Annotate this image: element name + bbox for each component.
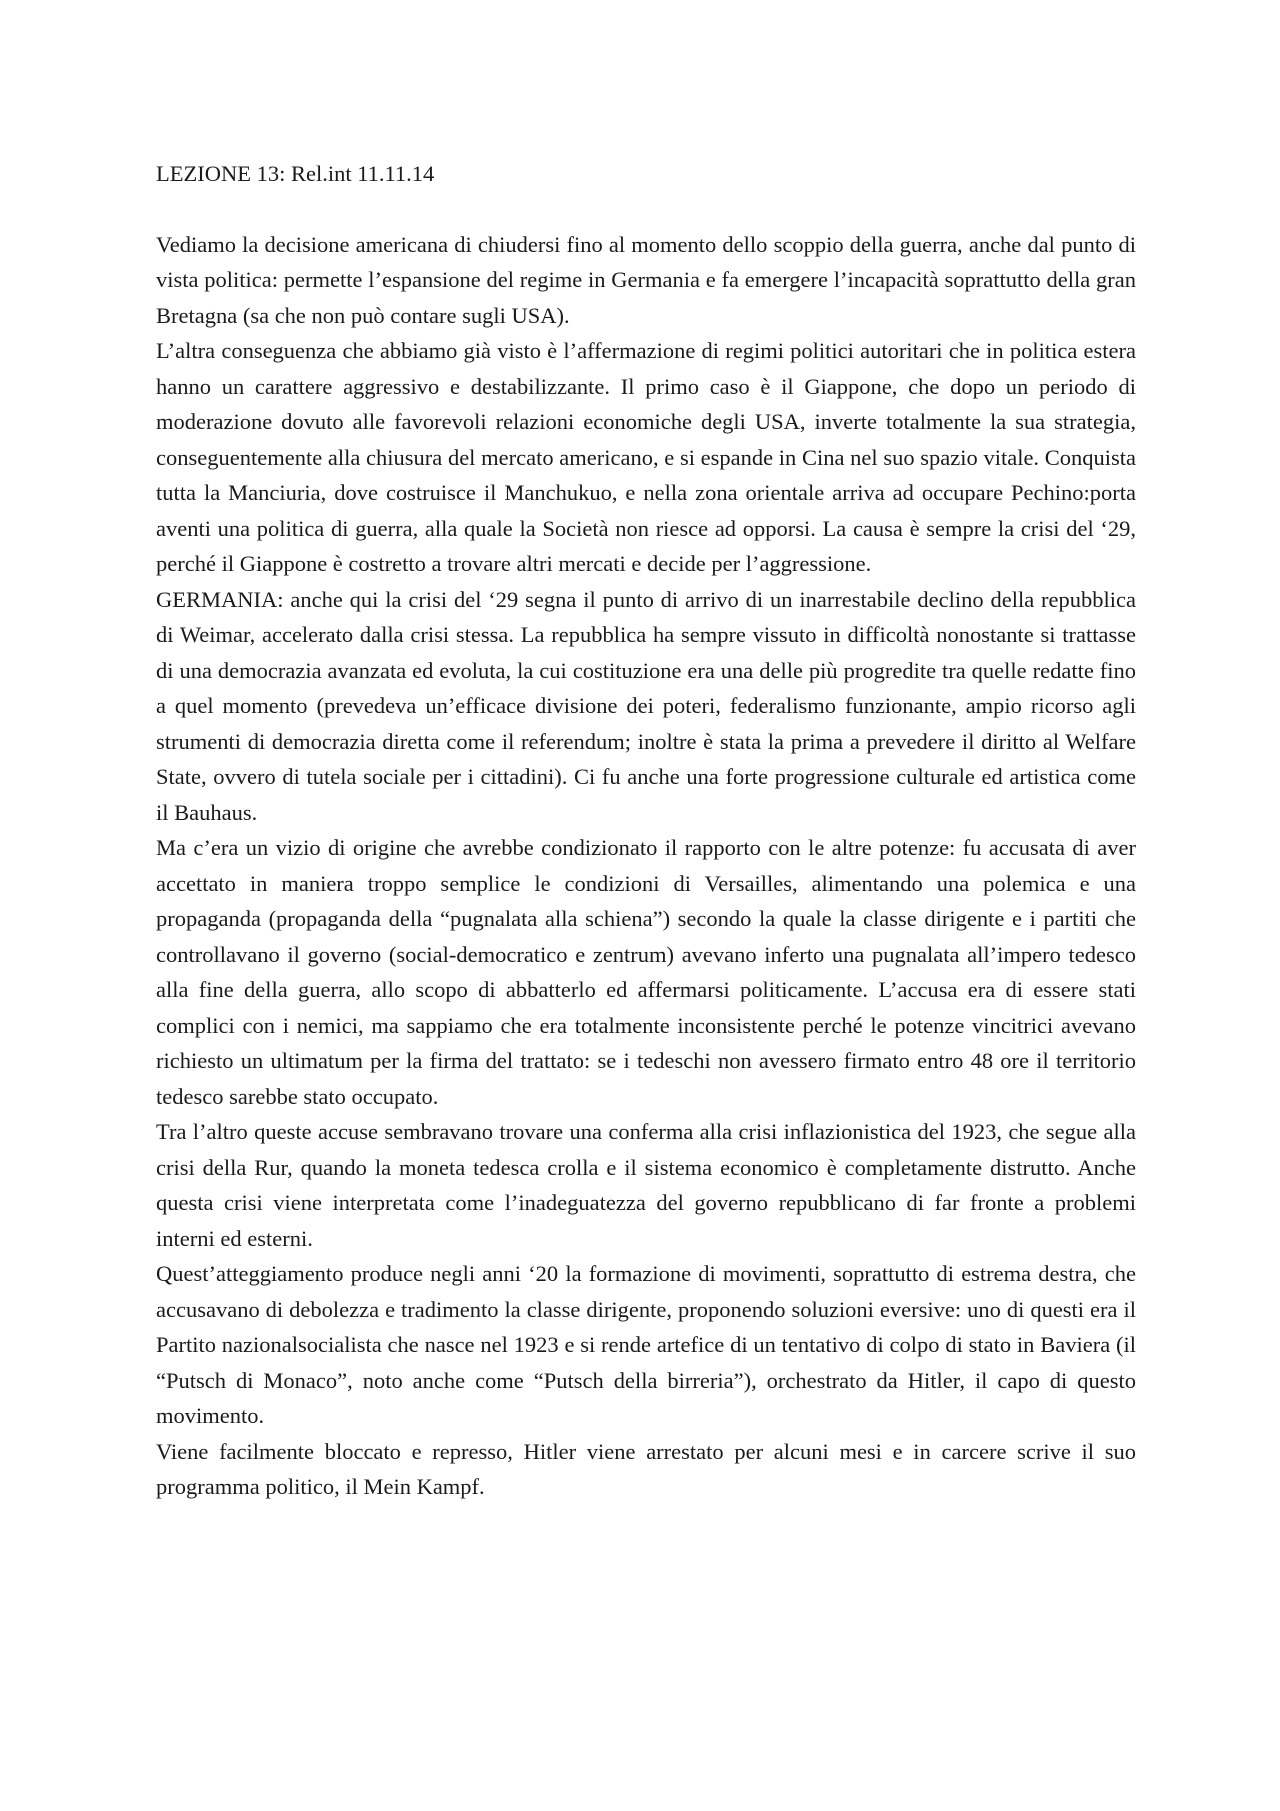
lesson-title: LEZIONE 13: Rel.int 11.11.14 xyxy=(156,161,435,186)
paragraph-mein-kampf: Viene facilmente bloccato e represso, Hitler viene arrestato per alcuni mesi e in carcere scrive il suo programma politico, il Mein Kampf. xyxy=(156,1438,1136,1499)
paragraph-versailles-propaganda: Ma c’era un vizio di origine che avrebbe condizionato il rapporto con le altre potenze: fu accusata di aver accettato in maniera troppo semplice le condizioni di Versailles, alimentando una polemica e una propaganda (propaganda della “pugnalata alla schiena”) secondo la quale la classe dirigente e i partiti che controllavano il governo (social-democratico e zentrum) avevano inferto una pugnalata all’impero tedesco alla fine della guerra, allo scopo di abbatterlo ed affermarsi politicamente. L’accusa era di essere stati complici con i nemici, ma sappiamo che era totalmente inconsistente perché le potenze vincitrici avevano richiesto un ultimatum per la firma del trattato: se i tedeschi non avessero firmato entro 48 ore il territorio tedesco sarebbe stato occupato. xyxy=(156,835,1136,1109)
paragraph-germany-weimar: GERMANIA: anche qui la crisi del ‘29 segna il punto di arrivo di un inarrestabile declino della repubblica di Weimar, accelerato dalla crisi stessa. La repubblica ha sempre vissuto in difficoltà nonostante si trattasse di una democrazia avanzata ed evoluta, la cui costituzione era una delle più progredite tra quelle redatte fino a quel momento (prevedeva un’efficace divisione dei poteri, federalismo funzionante, ampio ricorso agli strumenti di democrazia diretta come il referendum; inoltre è stata la prima a prevedere il diritto al Welfare State, ovvero di tutela sociale per i cittadini). Ci fu anche una forte progressione culturale ed artistica come il Bauhaus. xyxy=(156,586,1136,825)
paragraph-usa-isolation: Vediamo la decisione americana di chiudersi fino al momento dello scoppio della guerra, anche dal punto di vista politica: permette l’espansione del regime in Germania e fa emergere l’incapacità soprattutto della gran Bretagna (sa che non può contare sugli USA). xyxy=(156,231,1136,328)
paragraph-extreme-right-movements: Quest’atteggiamento produce negli anni ‘20 la formazione di movimenti, soprattutto di estrema destra, che accusavano di debolezza e tradimento la classe dirigente, proponendo soluzioni eversive: uno di questi era il Partito nazionalsocialista che nasce nel 1923 e si rende artefice di un tentativo di colpo di stato in Baviera (il “Putsch di Monaco”, noto anche come “Putsch della birreria”), orchestrato da Hitler, il capo di questo movimento. xyxy=(156,1261,1136,1428)
paragraph-inflation-1923: Tra l’altro queste accuse sembravano trovare una conferma alla crisi inflazionistica del 1923, che segue alla crisi della Rur, quando la moneta tedesca crolla e il sistema economico è completamente distrutto. Anche questa crisi viene interpretata come l’inadeguatezza del governo repubblicano di far fronte a problemi interni ed esterni. xyxy=(156,1119,1136,1251)
paragraph-japan: L’altra conseguenza che abbiamo già visto è l’affermazione di regimi politici autoritari che in politica estera hanno un carattere aggressivo e destabilizzante. Il primo caso è il Giappone, che dopo un periodo di moderazione dovuto alle favorevoli relazioni economiche degli USA, inverte totalmente la sua strategia, conseguentemente alla chiusura del mercato americano, e si espande in Cina nel suo spazio vitale. Conquista tutta la Manciuria, dove costruisce il Manchukuo, e nella zona orientale arriva ad occupare Pechino:porta aventi una politica di guerra, alla quale la Società non riesce ad opporsi. La causa è sempre la crisi del ‘29, perché il Giappone è costretto a trovare altri mercati e decide per l’aggressione. xyxy=(156,338,1136,576)
document-body xyxy=(156,156,1136,1505)
